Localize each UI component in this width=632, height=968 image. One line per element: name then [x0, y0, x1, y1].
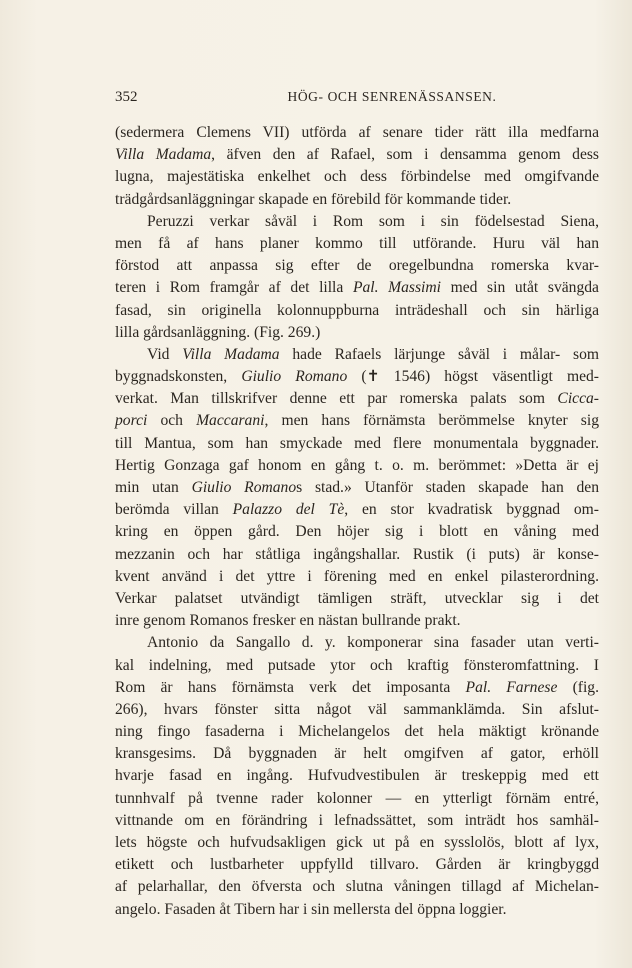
text-line: etikett och lustbarheter uppfylld tillvaro. Gården är kringbyggd	[115, 856, 599, 874]
paragraph-first-line: Peruzzi verkar såväl i Rom som i sin födelsestad Siena,	[147, 212, 599, 230]
paragraph-first-line: Antonio da Sangallo d. y. komponerar sina fasader utan verti-	[147, 634, 599, 652]
text-line: (sedermera Clemens VII) utförda af senare tider rätt illa medfarna	[115, 124, 599, 141]
text-line: kvent använd i det yttre i förening med en enkel pilasterordning.	[115, 567, 599, 585]
text-line: teren i Rom framgår af det lilla Pal. Massimi med sin utåt svängda	[115, 279, 599, 297]
text-line: förstod att anpassa sig efter de oregelbundna romerska kvar-	[115, 257, 599, 275]
text-line: angelo. Fasaden åt Tibern har i sin mellersta del öppna loggier.	[115, 900, 507, 918]
text-line: tunnhvalf på tvenne rader kolonner — en ytterligt förnäm entré,	[115, 789, 599, 807]
text-line: trädgårdsanläggningar skapade en förebild för kommande tider.	[115, 190, 512, 208]
text-line: kransgesims. Då byggnaden är helt omgifven af gator, erhöll	[115, 745, 599, 763]
text-line: byggnadskonsten, Giulio Romano (✝ 1546) högst väsentligt med-	[115, 368, 599, 386]
text-line: verkat. Man tillskrifver denne ett par romerska palats som Cicca-	[115, 390, 599, 408]
running-title: HÖG- OCH SENRENÄSSANSEN.	[287, 89, 497, 104]
text-line: mezzanin och har ståtliga ingångshallar. Rustik (i puts) är konse-	[115, 545, 599, 563]
body-text	[115, 122, 599, 921]
text-line: till Mantua, som han smyckade med flere monumentala byggnader.	[115, 434, 599, 452]
text-line: Verkar palatset utvändigt tämligen sträft, utvecklar sig i det	[115, 589, 599, 607]
text-line: lugna, majestätiska enkelhet och dess förbindelse med omgifvande	[115, 168, 599, 186]
text-line: hvarje fasad en ingång. Hufvudvestibulen är treskeppig med ett	[115, 767, 599, 785]
page-number: 352	[115, 89, 138, 105]
text-line: min utan Giulio Romanos stad.» Utanför staden skapade han den	[115, 479, 599, 496]
text-line: kring en öppen gård. Den höjer sig i blott en våning med	[115, 523, 599, 541]
text-line: inre genom Romanos fresker en nästan bullrande prakt.	[115, 612, 461, 630]
text-line: Villa Madama, äfven den af Rafael, som i densamma genom dess	[115, 146, 600, 164]
text-line: men få af hans planer kommo till utförande. Huru väl han	[115, 234, 599, 252]
text-line: lets högste och hufvudsakligen gick ut på en sysslolös, blott af lyx,	[115, 834, 599, 851]
text-line: berömda villan Palazzo del Tè, en stor kvadratisk byggnad om-	[115, 501, 599, 519]
text-line: Hertig Gonzaga gaf honom en gång t. o. m. berömmet: »Detta är ej	[115, 456, 599, 474]
text-line: lilla gårdsanläggning. (Fig. 269.)	[115, 323, 321, 341]
text-line: fasad, sin originella kolonnuppburna inträdeshall och sin härliga	[115, 301, 599, 319]
paragraph-first-line: Vid Villa Madama hade Rafaels lärjunge såväl i målar- som	[147, 345, 600, 363]
text-line: porci och Maccarani, men hans förnämsta berömmelse knyter sig	[115, 412, 599, 430]
text-line: kal indelning, med putsade ytor och kraftig fönsteromfattning. I	[115, 656, 599, 674]
text-line: vittnande om en förändring i lefnadssättet, som inträdt hos samhäl-	[115, 811, 599, 829]
text-line: Rom är hans förnämsta verk det imposanta Pal. Farnese (fig.	[115, 678, 599, 696]
text-line: 266), hvars fönster sitta något väl sammanklämda. Sin afslut-	[115, 700, 599, 718]
page-header	[115, 89, 599, 109]
text-line: af pelarhallar, den öfversta och slutna våningen tillagd af Michelan-	[115, 878, 599, 896]
text-line: ning fingo fasaderna i Michelangelos det hela mäktigt krönande	[115, 723, 599, 741]
